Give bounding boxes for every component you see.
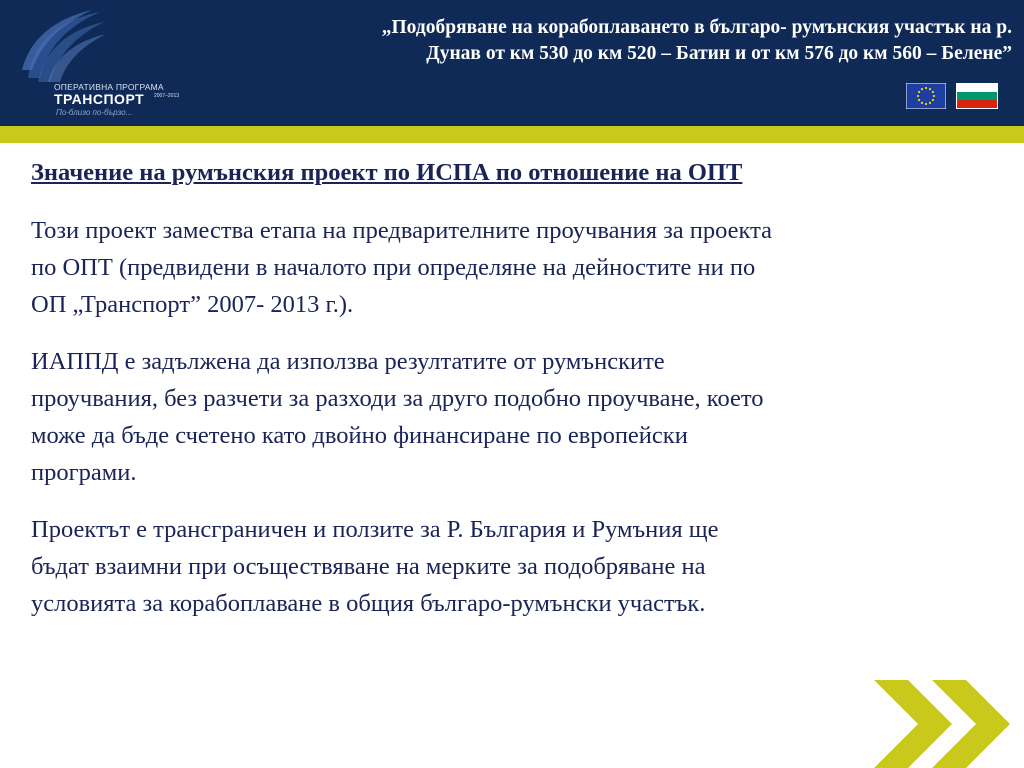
slide-body bbox=[31, 156, 991, 642]
logo-slogan: По-близо по-бързо... bbox=[56, 108, 133, 117]
paragraph-line: Този проект замества етапа на предварителните проучвания за проекта bbox=[31, 217, 773, 244]
logo-program-name: ТРАНСПОРТ bbox=[54, 91, 145, 107]
paragraph-line: ОП „Транспорт” 2007- 2013 г.). bbox=[31, 291, 354, 318]
header-accent-stripe bbox=[0, 126, 1024, 143]
op-transport-logo bbox=[18, 8, 208, 118]
section-heading: Значение на румънския проект по ИСПА по отношение на ОПТ bbox=[31, 159, 743, 186]
paragraph-line: ИАППД е задължена да използва резултатите от румънските bbox=[31, 348, 665, 375]
paragraph bbox=[31, 212, 991, 323]
paragraph bbox=[31, 343, 991, 491]
eu-flag-icon bbox=[906, 83, 946, 109]
logo-years: 2007–2013 bbox=[154, 93, 180, 99]
paragraph-line: Проектът е трансграничен и ползите за Р. България и Румъния ще bbox=[31, 516, 719, 543]
logo-program-label: ОПЕРАТИВНА ПРОГРАМА bbox=[54, 82, 164, 92]
header-bar bbox=[0, 0, 1024, 126]
double-chevron-right-icon bbox=[870, 680, 1024, 768]
bulgaria-flag-icon bbox=[956, 83, 998, 109]
slide-title bbox=[192, 15, 1012, 67]
paragraph bbox=[31, 511, 991, 622]
slide-title-line: „Подобряване на корабоплаването в българо- румънския участък на р. bbox=[381, 17, 1012, 38]
paragraph-line: може да бъде счетено като двойно финансиране по европейски bbox=[31, 422, 688, 449]
paragraph-line: програми. bbox=[31, 459, 137, 486]
paragraph-line: по ОПТ (предвидени в началото при определяне на дейностите ни по bbox=[31, 254, 756, 281]
swoosh-emblem-icon bbox=[18, 8, 108, 84]
paragraph-line: бъдат взаимни при осъществяване на мерките за подобряване на bbox=[31, 553, 706, 580]
paragraph-line: условията за корабоплаване в общия българо-румънски участък. bbox=[31, 590, 706, 617]
slide-title-line: Дунав от км 530 до км 520 – Батин и от км 576 до км 560 – Белене” bbox=[426, 43, 1012, 64]
paragraph-line: проучвания, без разчети за разходи за друго подобно проучване, което bbox=[31, 385, 764, 412]
